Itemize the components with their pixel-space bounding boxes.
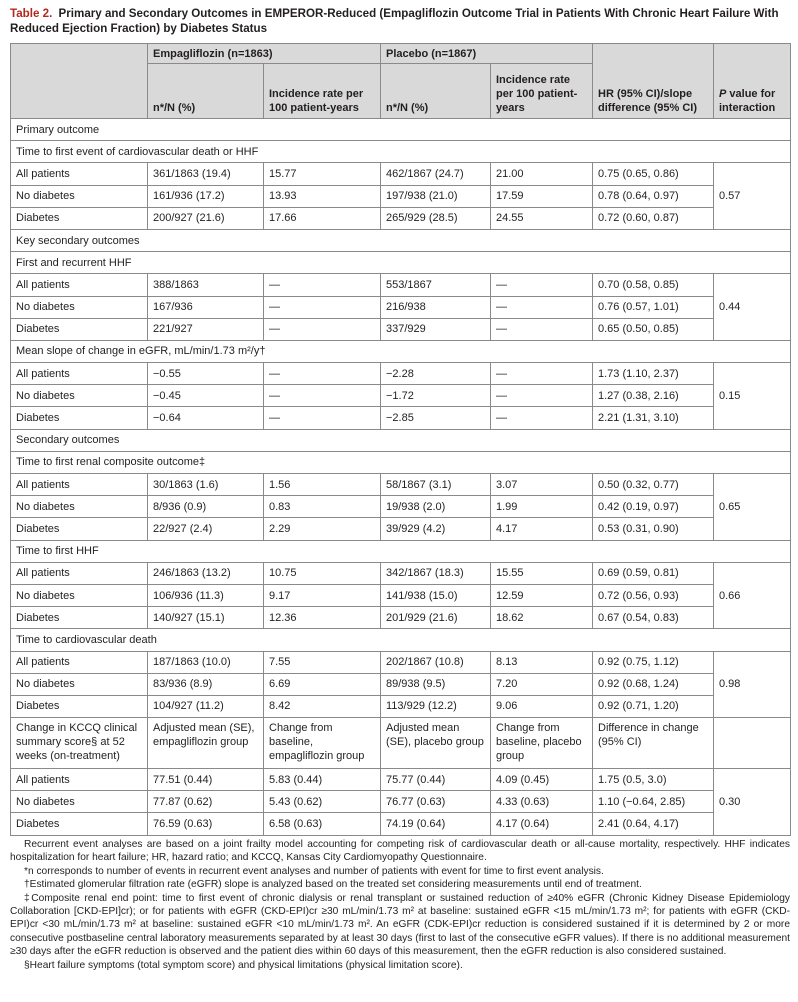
- cell: 5.43 (0.62): [264, 791, 381, 813]
- table-title: Primary and Secondary Outcomes in EMPEROR-Reduced (Empagliflozin Outcome Trial in Patients With Chronic Heart Failure With Reduced Ejection Fraction) by Diabetes Status: [10, 7, 779, 35]
- cell: 75.77 (0.44): [381, 769, 491, 791]
- cell: 104/927 (11.2): [148, 695, 264, 717]
- cell: 201/929 (21.6): [381, 607, 491, 629]
- pvalue-cell: 0.98: [714, 651, 791, 718]
- table-label: Table 2.: [10, 7, 53, 20]
- cell: Diabetes: [11, 318, 148, 340]
- cell: All patients: [11, 363, 148, 385]
- cell: 161/936 (17.2): [148, 185, 264, 207]
- pvalue-cell: 0.57: [714, 163, 791, 230]
- table-row: [11, 207, 791, 229]
- cell: —: [264, 385, 381, 407]
- pvalue-p: P: [719, 88, 727, 100]
- subsection-row: [11, 141, 791, 163]
- cell: 8.42: [264, 695, 381, 717]
- cell: 1.27 (0.38, 2.16): [593, 385, 714, 407]
- cell: —: [264, 363, 381, 385]
- cell: 76.77 (0.63): [381, 791, 491, 813]
- cell: 24.55: [491, 207, 593, 229]
- subsection-label: Time to first renal composite outcome‡: [11, 451, 791, 473]
- table-row: [11, 496, 791, 518]
- cell: 3.07: [491, 474, 593, 496]
- cell: All patients: [11, 769, 148, 791]
- header-incidence-placebo: Incidence rate per 100 patient-years: [491, 64, 593, 119]
- cell: 113/929 (12.2): [381, 695, 491, 717]
- cell: 8/936 (0.9): [148, 496, 264, 518]
- table-row: [11, 474, 791, 496]
- cell: −0.45: [148, 385, 264, 407]
- cell: 462/1867 (24.7): [381, 163, 491, 185]
- cell: No diabetes: [11, 791, 148, 813]
- section-label: Secondary outcomes: [11, 429, 791, 451]
- header-empty-cell: [11, 44, 148, 119]
- pvalue-cell: 0.66: [714, 562, 791, 629]
- cell: No diabetes: [11, 185, 148, 207]
- cell: 200/927 (21.6): [148, 207, 264, 229]
- cell: 18.62: [491, 607, 593, 629]
- section-label: Key secondary outcomes: [11, 229, 791, 251]
- cell: 76.59 (0.63): [148, 813, 264, 835]
- cell: —: [491, 274, 593, 296]
- header-empagliflozin: Empagliflozin (n=1863): [148, 44, 381, 64]
- header-incidence-empa: Incidence rate per 100 patient-years: [264, 64, 381, 119]
- table-row: [11, 518, 791, 540]
- cell: 216/938: [381, 296, 491, 318]
- cell: 202/1867 (10.8): [381, 651, 491, 673]
- cell: 17.66: [264, 207, 381, 229]
- cell: Diabetes: [11, 813, 148, 835]
- cell: 0.69 (0.59, 0.81): [593, 562, 714, 584]
- header-placebo: Placebo (n=1867): [381, 44, 593, 64]
- cell: 0.67 (0.54, 0.83): [593, 607, 714, 629]
- cell: −1.72: [381, 385, 491, 407]
- cell: Diabetes: [11, 207, 148, 229]
- footnotes: [10, 838, 790, 972]
- footnote-dagger: †Estimated glomerular filtration rate (eGFR) slope is analyzed based on the treated set considering measurements until end of treatment.: [24, 879, 642, 891]
- section-row: [11, 429, 791, 451]
- cell: 22/927 (2.4): [148, 518, 264, 540]
- table-row: [11, 769, 791, 791]
- cell: −2.28: [381, 363, 491, 385]
- cell: 7.55: [264, 651, 381, 673]
- cell: 0.83: [264, 496, 381, 518]
- cell-empty: [714, 718, 791, 769]
- cell: 2.41 (0.64, 4.17): [593, 813, 714, 835]
- cell: 2.21 (1.31, 3.10): [593, 407, 714, 429]
- cell: Difference in change (95% CI): [593, 718, 714, 769]
- cell: 5.83 (0.44): [264, 769, 381, 791]
- cell: 187/1863 (10.0): [148, 651, 264, 673]
- section-label: Primary outcome: [11, 119, 791, 141]
- cell: 2.29: [264, 518, 381, 540]
- table-row: [11, 651, 791, 673]
- cell: No diabetes: [11, 385, 148, 407]
- subsection-row: [11, 340, 791, 362]
- table-row: [11, 185, 791, 207]
- cell: −0.64: [148, 407, 264, 429]
- kccq-header-row: [11, 718, 791, 769]
- cell: 167/936: [148, 296, 264, 318]
- subsection-label: Time to cardiovascular death: [11, 629, 791, 651]
- outcomes-table: [10, 43, 791, 836]
- cell: 1.73 (1.10, 2.37): [593, 363, 714, 385]
- cell: −0.55: [148, 363, 264, 385]
- section-row: [11, 119, 791, 141]
- cell: —: [264, 296, 381, 318]
- table-row: [11, 791, 791, 813]
- pvalue-rest: value for interaction: [719, 88, 776, 114]
- cell: 246/1863 (13.2): [148, 562, 264, 584]
- cell: 74.19 (0.64): [381, 813, 491, 835]
- cell: 19/938 (2.0): [381, 496, 491, 518]
- footnote-asterisk: *n corresponds to number of events in recurrent event analyses and number of patients with event for time to first event analysis.: [24, 865, 604, 877]
- cell: 0.72 (0.60, 0.87): [593, 207, 714, 229]
- table-row: [11, 318, 791, 340]
- footnote-section: §Heart failure symptoms (total symptom score) and physical limitations (physical limitation score).: [24, 959, 463, 971]
- cell: 197/938 (21.0): [381, 185, 491, 207]
- cell: —: [491, 363, 593, 385]
- pvalue-cell: 0.30: [714, 769, 791, 836]
- table-row: [11, 584, 791, 606]
- cell: 12.59: [491, 584, 593, 606]
- header-pvalue: [714, 44, 791, 119]
- table-row: [11, 695, 791, 717]
- cell: 0.72 (0.56, 0.93): [593, 584, 714, 606]
- cell: 388/1863: [148, 274, 264, 296]
- cell: 9.06: [491, 695, 593, 717]
- cell: 10.75: [264, 562, 381, 584]
- cell: —: [491, 318, 593, 340]
- cell: Diabetes: [11, 695, 148, 717]
- subsection-row: [11, 540, 791, 562]
- cell: Change from baseline, empagliflozin group: [264, 718, 381, 769]
- cell: All patients: [11, 274, 148, 296]
- subsection-label: Mean slope of change in eGFR, mL/min/1.73 m²/y†: [11, 340, 791, 362]
- cell: All patients: [11, 651, 148, 673]
- cell: 77.87 (0.62): [148, 791, 264, 813]
- cell: 221/927: [148, 318, 264, 340]
- table-row: [11, 813, 791, 835]
- cell: 0.92 (0.68, 1.24): [593, 673, 714, 695]
- cell: —: [264, 407, 381, 429]
- section-row: [11, 229, 791, 251]
- cell: 8.13: [491, 651, 593, 673]
- cell: 1.10 (−0.64, 2.85): [593, 791, 714, 813]
- cell: —: [491, 296, 593, 318]
- cell: 0.92 (0.75, 1.12): [593, 651, 714, 673]
- table-caption: [10, 6, 790, 36]
- cell: 6.69: [264, 673, 381, 695]
- cell: All patients: [11, 163, 148, 185]
- cell: 0.53 (0.31, 0.90): [593, 518, 714, 540]
- cell: 0.76 (0.57, 1.01): [593, 296, 714, 318]
- cell: Diabetes: [11, 607, 148, 629]
- cell: 4.33 (0.63): [491, 791, 593, 813]
- table-row: [11, 407, 791, 429]
- subsection-row: [11, 629, 791, 651]
- cell: 6.58 (0.63): [264, 813, 381, 835]
- pvalue-cell: 0.44: [714, 274, 791, 341]
- cell: 12.36: [264, 607, 381, 629]
- cell: 265/929 (28.5): [381, 207, 491, 229]
- cell: 4.09 (0.45): [491, 769, 593, 791]
- cell: All patients: [11, 474, 148, 496]
- cell: Change from baseline, placebo group: [491, 718, 593, 769]
- cell: Adjusted mean (SE), placebo group: [381, 718, 491, 769]
- cell: —: [491, 407, 593, 429]
- subsection-label: Time to first event of cardiovascular death or HHF: [11, 141, 791, 163]
- cell: 15.55: [491, 562, 593, 584]
- cell: 0.78 (0.64, 0.97): [593, 185, 714, 207]
- cell: Diabetes: [11, 407, 148, 429]
- table-row: [11, 562, 791, 584]
- table-row: [11, 607, 791, 629]
- cell: —: [264, 318, 381, 340]
- cell: 83/936 (8.9): [148, 673, 264, 695]
- cell: 337/929: [381, 318, 491, 340]
- cell: Adjusted mean (SE), empagliflozin group: [148, 718, 264, 769]
- subsection-row: [11, 252, 791, 274]
- cell: 361/1863 (19.4): [148, 163, 264, 185]
- cell: Diabetes: [11, 518, 148, 540]
- table-row: [11, 363, 791, 385]
- cell: 9.17: [264, 584, 381, 606]
- cell: 15.77: [264, 163, 381, 185]
- cell: −2.85: [381, 407, 491, 429]
- footnote-general: Recurrent event analyses are based on a joint frailty model accounting for competing risk of cardiovascular death or all-cause mortality, respectively. HHF indicates hospitalization for heart failure; HR, hazard ratio; and KCCQ, Kansas City Cardiomyopathy Questionnaire.: [10, 839, 790, 864]
- cell: 0.42 (0.19, 0.97): [593, 496, 714, 518]
- cell: No diabetes: [11, 673, 148, 695]
- cell: 4.17: [491, 518, 593, 540]
- cell: 106/936 (11.3): [148, 584, 264, 606]
- cell: 89/938 (9.5): [381, 673, 491, 695]
- cell: 0.50 (0.32, 0.77): [593, 474, 714, 496]
- pvalue-cell: 0.65: [714, 474, 791, 541]
- cell: 4.17 (0.64): [491, 813, 593, 835]
- cell: —: [264, 274, 381, 296]
- cell: No diabetes: [11, 584, 148, 606]
- pvalue-cell: 0.15: [714, 363, 791, 430]
- subsection-label: Time to first HHF: [11, 540, 791, 562]
- cell: 342/1867 (18.3): [381, 562, 491, 584]
- cell: Change in KCCQ clinical summary score§ at 52 weeks (on-treatment): [11, 718, 148, 769]
- cell: —: [491, 385, 593, 407]
- cell: 0.92 (0.71, 1.20): [593, 695, 714, 717]
- cell: 7.20: [491, 673, 593, 695]
- cell: No diabetes: [11, 296, 148, 318]
- cell: 77.51 (0.44): [148, 769, 264, 791]
- cell: 1.99: [491, 496, 593, 518]
- cell: 0.65 (0.50, 0.85): [593, 318, 714, 340]
- table-row: [11, 274, 791, 296]
- cell: 1.75 (0.5, 3.0): [593, 769, 714, 791]
- header-row-groups: [11, 44, 791, 64]
- footnote-double-dagger: ‡Composite renal end point: time to first event of chronic dialysis or renal transplant or sustained reduction of ≥40% eGFR (Chronic Kidney Disease Epidemiology Collaboration [CKD-EPI]cr); or for patients with eGFR (CKD-EPI)cr ≥30 mL/min/1.73 m² at baseline: sustained eGFR <15 mL/min/1.73 m²; for patients with eGFR (CKD-EPI)cr <30 mL/min/1.73 m² at baseline: sustained eGFR <10 mL/min/1.73 m². An eGFR (CDK-EPI)cr reduction is considered sustained if it is determined by 2 or more consecutive postbaseline central laboratory measurements separated by at least 30 days (first to last of the consecutive eGFR values). If there is no additional measurement ≥30 days after the eGFR reduction is observed and the patient dies within 60 days of this measurement, then the eGFR reduction is also considered sustained.: [10, 892, 790, 958]
- subsection-label: First and recurrent HHF: [11, 252, 791, 274]
- table-row: [11, 673, 791, 695]
- cell: No diabetes: [11, 496, 148, 518]
- table-row: [11, 385, 791, 407]
- cell: 13.93: [264, 185, 381, 207]
- header-n-empa: n*/N (%): [148, 64, 264, 119]
- cell: 0.70 (0.58, 0.85): [593, 274, 714, 296]
- cell: 58/1867 (3.1): [381, 474, 491, 496]
- cell: 39/929 (4.2): [381, 518, 491, 540]
- subsection-row: [11, 451, 791, 473]
- cell: 140/927 (15.1): [148, 607, 264, 629]
- table-row: [11, 163, 791, 185]
- cell: 1.56: [264, 474, 381, 496]
- cell: 17.59: [491, 185, 593, 207]
- header-hr: HR (95% CI)/slope difference (95% CI): [593, 44, 714, 119]
- cell: 0.75 (0.65, 0.86): [593, 163, 714, 185]
- cell: 553/1867: [381, 274, 491, 296]
- cell: 21.00: [491, 163, 593, 185]
- cell: 141/938 (15.0): [381, 584, 491, 606]
- table-row: [11, 296, 791, 318]
- cell: All patients: [11, 562, 148, 584]
- header-n-placebo: n*/N (%): [381, 64, 491, 119]
- cell: 30/1863 (1.6): [148, 474, 264, 496]
